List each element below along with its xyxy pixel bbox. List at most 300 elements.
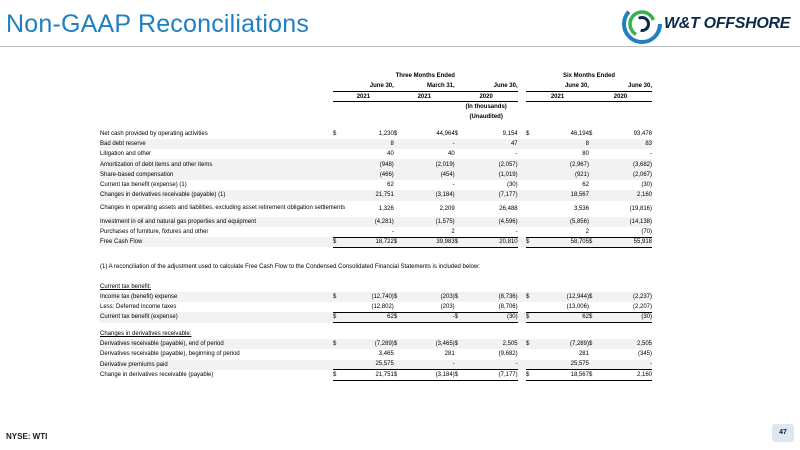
row-value: 3,465 bbox=[378, 351, 394, 358]
currency-symbol: $ bbox=[589, 370, 597, 380]
currency-symbol: $ bbox=[394, 339, 402, 349]
currency-symbol: $ bbox=[333, 292, 341, 302]
page-number: 47 bbox=[772, 424, 794, 442]
row-value: - bbox=[650, 151, 652, 158]
column-date: June 30, bbox=[627, 83, 652, 90]
section-title: Current tax benefit: bbox=[100, 283, 152, 290]
empty-cell bbox=[394, 170, 402, 180]
table-header-dates bbox=[100, 81, 652, 91]
row-value: (30) bbox=[597, 312, 652, 322]
swirl-logo-icon bbox=[622, 4, 662, 44]
row-value: 62 bbox=[387, 182, 394, 189]
row-value: - bbox=[515, 228, 518, 235]
row-value: 80 bbox=[582, 151, 589, 158]
empty-cell bbox=[455, 180, 463, 190]
row-value: (30) bbox=[463, 312, 518, 322]
empty-cell bbox=[333, 170, 341, 180]
row-value: (13,006) bbox=[566, 303, 589, 310]
row-label: Free Cash Flow bbox=[100, 237, 333, 247]
column-date: June 30, bbox=[493, 83, 518, 90]
row-value: (2,067) bbox=[597, 170, 652, 180]
empty-cell bbox=[455, 360, 463, 370]
table-row bbox=[100, 237, 652, 247]
column-year: 2020 bbox=[589, 92, 652, 102]
empty-cell bbox=[597, 259, 652, 275]
row-value: 20,810 bbox=[463, 237, 518, 247]
empty-cell bbox=[589, 360, 597, 370]
empty-cell bbox=[333, 281, 341, 291]
row-value: 44,964 bbox=[436, 130, 455, 137]
empty-cell bbox=[394, 349, 402, 359]
table-row bbox=[100, 339, 652, 349]
currency-symbol: $ bbox=[526, 237, 534, 247]
footnote-text: (1) A reconciliation of the adjustment used to calculate Free Cash Flow to the Condensed Consolidated Financial Statements is included below: bbox=[100, 263, 480, 270]
empty-cell bbox=[394, 139, 402, 149]
empty-cell bbox=[333, 102, 341, 112]
row-value: 2,160 bbox=[597, 190, 652, 200]
empty-cell bbox=[518, 349, 526, 359]
empty-cell bbox=[518, 259, 526, 275]
empty-cell bbox=[589, 190, 597, 200]
row-value: 40 bbox=[447, 151, 455, 158]
row-value: 62 bbox=[534, 312, 589, 322]
empty-cell bbox=[534, 329, 589, 339]
empty-cell bbox=[589, 201, 597, 217]
currency-symbol: $ bbox=[333, 339, 341, 349]
empty-cell bbox=[518, 360, 526, 370]
empty-cell bbox=[333, 139, 341, 149]
table-row bbox=[100, 149, 652, 159]
company-logo bbox=[622, 4, 792, 44]
empty-cell bbox=[341, 329, 393, 339]
currency-symbol: $ bbox=[333, 237, 341, 247]
row-value: (14,138) bbox=[597, 217, 652, 227]
row-label: Net cash provided by operating activities bbox=[100, 130, 208, 137]
empty-cell bbox=[333, 217, 341, 227]
empty-cell bbox=[518, 302, 526, 312]
table-row bbox=[100, 360, 652, 370]
empty-cell bbox=[597, 329, 652, 339]
row-value: 46,194 bbox=[570, 130, 589, 137]
reconciliation-table bbox=[100, 71, 652, 381]
row-value: - bbox=[391, 228, 394, 235]
section-title: Changes in derivatives receivable: bbox=[100, 330, 192, 337]
empty-cell bbox=[518, 329, 526, 339]
row-label: Changes in derivatives receivable (payable) (1) bbox=[100, 190, 333, 200]
column-year: 2021 bbox=[526, 92, 589, 102]
table-row bbox=[100, 190, 652, 200]
row-value: 62 bbox=[341, 312, 393, 322]
table-header-groups bbox=[100, 71, 652, 81]
currency-symbol: $ bbox=[526, 370, 534, 380]
empty-cell bbox=[534, 112, 589, 122]
empty-cell bbox=[518, 128, 526, 138]
empty-cell bbox=[394, 102, 402, 112]
empty-cell bbox=[589, 159, 597, 169]
row-value: (203) bbox=[440, 303, 455, 310]
currency-symbol: $ bbox=[526, 292, 534, 302]
row-label: Derivative premiums paid bbox=[100, 360, 333, 370]
row-value: (2,057) bbox=[463, 159, 518, 169]
row-value: 26,488 bbox=[499, 205, 518, 212]
row-value: 3,536 bbox=[573, 205, 589, 212]
row-value: - bbox=[402, 139, 454, 149]
empty-cell bbox=[589, 170, 597, 180]
currency-symbol: $ bbox=[589, 292, 597, 302]
row-value: - bbox=[463, 360, 518, 370]
currency-symbol: $ bbox=[455, 339, 463, 349]
empty-cell bbox=[333, 227, 341, 237]
table-header-units bbox=[100, 102, 652, 112]
empty-cell bbox=[589, 302, 597, 312]
row-label: Current tax benefit (expense) bbox=[100, 312, 333, 322]
row-label: Share-based compensation bbox=[100, 170, 333, 180]
empty-cell bbox=[526, 170, 534, 180]
table-row bbox=[100, 139, 652, 149]
empty-cell bbox=[455, 201, 463, 217]
empty-cell bbox=[394, 360, 402, 370]
empty-cell bbox=[518, 159, 526, 169]
empty-cell bbox=[518, 217, 526, 227]
currency-symbol: $ bbox=[393, 130, 398, 137]
header-divider bbox=[0, 46, 800, 47]
row-value: (7,177) bbox=[463, 190, 518, 200]
currency-symbol: $ bbox=[526, 312, 534, 322]
empty-cell bbox=[526, 190, 534, 200]
empty-cell bbox=[597, 102, 652, 112]
unaudited-label: (Unaudited) bbox=[469, 114, 503, 121]
table-row bbox=[100, 227, 652, 237]
row-value: (19,816) bbox=[629, 205, 652, 212]
empty-cell bbox=[526, 180, 534, 190]
empty-cell bbox=[518, 71, 526, 81]
empty-cell bbox=[455, 302, 463, 312]
column-date: June 30, bbox=[369, 83, 394, 90]
empty-cell bbox=[518, 92, 526, 102]
empty-cell bbox=[526, 302, 534, 312]
table-row bbox=[100, 349, 652, 359]
row-value: (345) bbox=[637, 351, 652, 358]
empty-cell bbox=[589, 259, 597, 275]
empty-cell bbox=[402, 112, 454, 122]
row-value: (5,856) bbox=[534, 217, 589, 227]
empty-cell bbox=[394, 159, 402, 169]
row-label: Bad debt reserve bbox=[100, 139, 333, 149]
row-value: - bbox=[402, 360, 454, 370]
row-value: (9,682) bbox=[498, 351, 518, 358]
empty-cell bbox=[341, 112, 393, 122]
row-label: Amortization of debt items and other items bbox=[100, 159, 333, 169]
row-value: (466) bbox=[341, 170, 393, 180]
empty-cell bbox=[402, 329, 454, 339]
row-label: Current tax benefit (expense) (1) bbox=[100, 182, 187, 189]
empty-cell bbox=[518, 201, 526, 217]
row-value: (8,736) bbox=[463, 292, 518, 302]
empty-cell bbox=[526, 102, 534, 112]
empty-cell bbox=[526, 281, 534, 291]
currency-symbol: $ bbox=[589, 312, 597, 322]
empty-cell bbox=[534, 259, 589, 275]
empty-cell bbox=[394, 227, 402, 237]
row-value: 55,918 bbox=[597, 237, 652, 247]
table-header-years bbox=[100, 92, 652, 102]
empty-cell bbox=[402, 102, 454, 112]
empty-cell bbox=[455, 149, 463, 159]
row-value: 21,751 bbox=[341, 370, 393, 380]
currency-symbol: $ bbox=[394, 370, 402, 380]
empty-cell bbox=[333, 349, 341, 359]
row-value: - bbox=[597, 360, 652, 370]
table-row bbox=[100, 302, 652, 312]
empty-cell bbox=[589, 227, 597, 237]
empty-cell bbox=[589, 281, 597, 291]
row-value: - bbox=[452, 182, 455, 189]
empty-cell bbox=[394, 112, 402, 122]
row-value: 93,478 bbox=[633, 130, 652, 137]
row-value: (8,706) bbox=[498, 303, 518, 310]
currency-symbol: $ bbox=[333, 370, 341, 380]
empty-cell bbox=[333, 190, 341, 200]
empty-cell bbox=[333, 329, 341, 339]
empty-cell bbox=[455, 139, 463, 149]
empty-cell bbox=[526, 159, 534, 169]
row-value: 18,567 bbox=[534, 370, 589, 380]
empty-cell bbox=[100, 102, 333, 112]
currency-symbol: $ bbox=[394, 292, 402, 302]
table-header-unaudited bbox=[100, 112, 652, 122]
stock-ticker: NYSE: WTI bbox=[6, 432, 48, 441]
page-title: Non-GAAP Reconciliations bbox=[6, 10, 310, 38]
row-label: Change in derivatives receivable (payable) bbox=[100, 371, 214, 378]
empty-cell bbox=[100, 92, 333, 102]
currency-symbol: $ bbox=[455, 292, 463, 302]
empty-cell bbox=[518, 190, 526, 200]
empty-cell bbox=[333, 112, 341, 122]
empty-cell bbox=[518, 112, 526, 122]
row-value: (4,281) bbox=[341, 217, 393, 227]
row-value: (7,289) bbox=[534, 339, 589, 349]
row-value: 1,326 bbox=[378, 205, 394, 212]
row-value: (3,465) bbox=[402, 339, 454, 349]
row-value: 18,722 bbox=[341, 237, 393, 247]
empty-cell bbox=[518, 292, 526, 302]
empty-cell bbox=[518, 180, 526, 190]
row-value: 47 bbox=[463, 139, 518, 149]
row-value: (30) bbox=[506, 182, 518, 189]
currency-symbol: $ bbox=[588, 130, 593, 137]
row-value: (2,019) bbox=[402, 159, 454, 169]
empty-cell bbox=[534, 281, 589, 291]
currency-symbol: $ bbox=[526, 339, 534, 349]
empty-cell bbox=[526, 227, 534, 237]
row-label: Derivatives receivable (payable), beginning of period bbox=[100, 351, 240, 358]
row-value: (3,682) bbox=[597, 159, 652, 169]
section-title-row bbox=[100, 329, 652, 339]
empty-cell bbox=[100, 112, 333, 122]
units-label: (In thousands) bbox=[465, 104, 507, 111]
header-three-months: Three Months Ended bbox=[395, 73, 455, 80]
column-date: March 31, bbox=[426, 83, 455, 90]
empty-cell bbox=[394, 190, 402, 200]
empty-cell bbox=[526, 201, 534, 217]
row-label: Derivatives receivable (payable), end of period bbox=[100, 339, 333, 349]
row-value: 2 bbox=[451, 228, 455, 235]
column-date: June 30, bbox=[564, 83, 589, 90]
empty-cell bbox=[597, 112, 652, 122]
empty-cell bbox=[518, 339, 526, 349]
empty-cell bbox=[333, 159, 341, 169]
table-row bbox=[100, 201, 652, 217]
table-row bbox=[100, 370, 652, 380]
currency-symbol: $ bbox=[589, 339, 597, 349]
empty-cell bbox=[534, 102, 589, 112]
empty-cell bbox=[526, 149, 534, 159]
currency-symbol: $ bbox=[455, 370, 463, 380]
footnote-row bbox=[100, 259, 652, 275]
table-row bbox=[100, 159, 652, 169]
row-value: - bbox=[402, 312, 454, 322]
empty-cell bbox=[518, 170, 526, 180]
empty-cell bbox=[394, 281, 402, 291]
row-value: 2,505 bbox=[463, 339, 518, 349]
empty-cell bbox=[518, 237, 526, 247]
empty-cell bbox=[333, 360, 341, 370]
currency-symbol: $ bbox=[455, 237, 463, 247]
row-label: Income tax (benefit) expense bbox=[100, 292, 333, 302]
empty-cell bbox=[526, 112, 534, 122]
row-value: (7,289) bbox=[341, 339, 393, 349]
empty-cell bbox=[518, 281, 526, 291]
row-value: 9,154 bbox=[502, 130, 518, 137]
empty-cell bbox=[455, 349, 463, 359]
row-label: Purchases of furniture, fixtures and other bbox=[100, 229, 209, 235]
row-value: (454) bbox=[402, 170, 454, 180]
table-row bbox=[100, 217, 652, 227]
currency-symbol: $ bbox=[526, 130, 530, 137]
table-row bbox=[100, 170, 652, 180]
row-value: 18,567 bbox=[534, 190, 589, 200]
empty-cell bbox=[518, 312, 526, 322]
empty-cell bbox=[333, 302, 341, 312]
row-value: 2,209 bbox=[439, 205, 455, 212]
currency-symbol: $ bbox=[333, 312, 341, 322]
empty-cell bbox=[526, 329, 534, 339]
empty-cell bbox=[589, 349, 597, 359]
empty-cell bbox=[455, 217, 463, 227]
header-six-months: Six Months Ended bbox=[563, 73, 616, 80]
empty-cell bbox=[455, 190, 463, 200]
empty-cell bbox=[589, 112, 597, 122]
logo-text: W&T OFFSHORE bbox=[664, 15, 791, 32]
empty-cell bbox=[341, 102, 393, 112]
empty-cell bbox=[589, 180, 597, 190]
empty-cell bbox=[518, 102, 526, 112]
row-value: (30) bbox=[641, 182, 652, 189]
row-value: (3,184) bbox=[402, 370, 454, 380]
empty-cell bbox=[518, 370, 526, 380]
row-value: 2,505 bbox=[597, 339, 652, 349]
empty-cell bbox=[394, 217, 402, 227]
empty-cell bbox=[526, 360, 534, 370]
empty-cell bbox=[589, 149, 597, 159]
empty-cell bbox=[597, 281, 652, 291]
empty-cell bbox=[455, 159, 463, 169]
empty-cell bbox=[526, 259, 534, 275]
row-value: (7,177) bbox=[463, 370, 518, 380]
empty-cell bbox=[463, 329, 518, 339]
currency-symbol: $ bbox=[394, 312, 402, 322]
empty-cell bbox=[394, 180, 402, 190]
empty-cell bbox=[100, 81, 333, 91]
row-value: (12,802) bbox=[371, 303, 394, 310]
column-year: 2021 bbox=[394, 92, 455, 102]
empty-cell bbox=[463, 281, 518, 291]
row-value: 2 bbox=[585, 228, 589, 235]
empty-cell bbox=[455, 227, 463, 237]
empty-cell bbox=[589, 329, 597, 339]
row-value: (1,575) bbox=[402, 217, 454, 227]
row-value: (12,740) bbox=[341, 292, 393, 302]
row-value: 58,705 bbox=[534, 237, 589, 247]
empty-cell bbox=[394, 201, 402, 217]
currency-symbol: $ bbox=[394, 237, 402, 247]
empty-cell bbox=[526, 139, 534, 149]
empty-cell bbox=[455, 329, 463, 339]
row-value: - bbox=[515, 151, 518, 158]
row-value: 281 bbox=[444, 351, 455, 358]
row-value: (921) bbox=[534, 170, 589, 180]
empty-cell bbox=[589, 217, 597, 227]
row-value: 8 bbox=[534, 139, 589, 149]
table-row bbox=[100, 292, 652, 302]
row-value: (70) bbox=[641, 228, 652, 235]
row-value: 281 bbox=[578, 351, 589, 358]
empty-cell bbox=[589, 102, 597, 112]
table-row bbox=[100, 312, 652, 322]
row-value: 40 bbox=[387, 151, 394, 158]
empty-cell bbox=[100, 71, 333, 81]
empty-cell bbox=[526, 217, 534, 227]
column-year: 2020 bbox=[455, 92, 518, 102]
row-value: (4,596) bbox=[463, 217, 518, 227]
row-value: (3,184) bbox=[402, 190, 454, 200]
empty-cell bbox=[333, 149, 341, 159]
row-value: 39,983 bbox=[402, 237, 454, 247]
currency-symbol: $ bbox=[589, 237, 597, 247]
empty-cell bbox=[394, 149, 402, 159]
empty-cell bbox=[518, 81, 526, 91]
empty-cell bbox=[402, 281, 454, 291]
row-value: (12,944) bbox=[534, 292, 589, 302]
empty-cell bbox=[589, 139, 597, 149]
row-value: (2,237) bbox=[597, 292, 652, 302]
row-label: Less: Deferred income taxes bbox=[100, 304, 177, 311]
row-value: 21,751 bbox=[341, 190, 393, 200]
row-value: 25,575 bbox=[341, 360, 393, 370]
row-value: 2,160 bbox=[597, 370, 652, 380]
row-value: 83 bbox=[597, 139, 652, 149]
row-label: Changes in operating assets and liabilities, excluding asset retirement obligation settlements bbox=[100, 204, 346, 211]
row-value: 8 bbox=[341, 139, 393, 149]
row-value: 62 bbox=[582, 182, 589, 189]
row-value: (1,019) bbox=[463, 170, 518, 180]
empty-cell bbox=[518, 149, 526, 159]
currency-symbol: $ bbox=[454, 130, 459, 137]
empty-cell bbox=[333, 180, 341, 190]
row-value: 25,575 bbox=[534, 360, 589, 370]
empty-cell bbox=[394, 302, 402, 312]
empty-cell bbox=[518, 227, 526, 237]
